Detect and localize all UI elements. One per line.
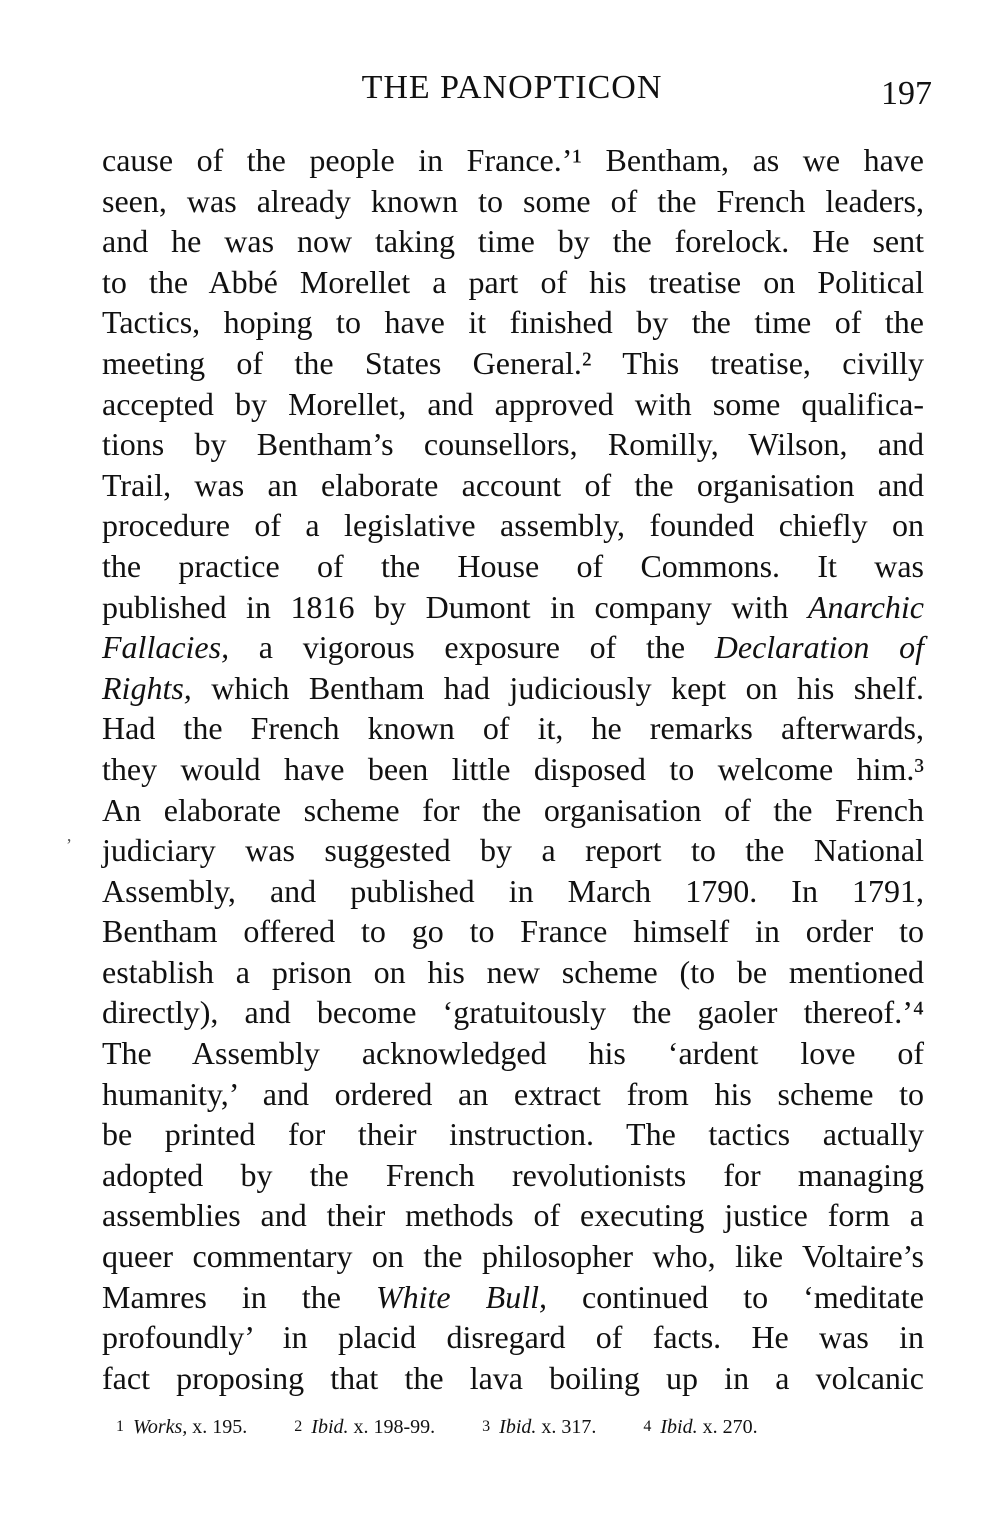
text-line: Assembly, and published in March 1790. In 1791, [102,872,924,909]
text-line: humanity,’ and ordered an extract from his scheme to [102,1075,924,1112]
footnote-number: 4 [643,1418,652,1435]
margin-mark: ’ [66,835,72,855]
text-line: published in 1816 by Dumont in company with Anarchic [102,588,924,625]
footnotes [116,1412,916,1442]
footnote-ref: x. 195. [192,1416,248,1438]
footnote-ref: x. 270. [702,1416,758,1438]
text-line: establish a prison on his new scheme (to be mentioned [102,953,924,990]
footnote-source: Works, [133,1416,188,1438]
text-line: meeting of the States General.² This treatise, civilly [102,344,924,381]
footnote-ref: x. 198-99. [353,1416,436,1438]
text-line: they would have been little disposed to welcome him.³ [102,750,924,787]
body-text [102,140,924,1398]
text-line: profoundly’ in placid disregard of facts. He was in [102,1319,924,1356]
footnote-source: Ibid. [499,1416,537,1438]
text-line: seen, was already known to some of the French leaders, [102,182,924,219]
text-line: adopted by the French revolutionists for managing [102,1156,924,1193]
footnote [643,1412,757,1442]
text-line: directly), and become ‘gratuitously the gaoler thereof.’⁴ [102,994,924,1031]
text-line: Rights, which Bentham had judiciously kept on his shelf. [102,669,924,706]
footnote [294,1412,435,1442]
text-line: tions by Bentham’s counsellors, Romilly, Wilson, and [102,426,924,463]
text-line: judiciary was suggested by a report to the National [102,832,924,869]
footnote-number: 3 [482,1418,491,1435]
text-line: queer commentary on the philosopher who, like Voltaire’s [102,1238,924,1275]
page-number: 197 [881,75,932,112]
text-line: accepted by Morellet, and approved with some qualifica- [102,385,924,422]
text-line: The Assembly acknowledged his ‘ardent love of [102,1035,924,1072]
text-line: An elaborate scheme for the organisation of the French [102,791,924,828]
footnote-ref: x. 317. [541,1416,597,1438]
text-line: Mamres in the White Bull, continued to ‘meditate [102,1278,925,1315]
footnote [116,1412,247,1442]
text-line: fact proposing that the lava boiling up in a volcanic [102,1359,924,1396]
footnote-number: 1 [116,1418,124,1435]
footnote-source: Ibid. [311,1416,349,1438]
text-line: to the Abbé Morellet a part of his treatise on Political [102,263,924,300]
text-line: the practice of the House of Commons. It was [102,547,924,584]
text-line: assemblies and their methods of executing justice form a [102,1197,924,1234]
text-line: cause of the people in France.’¹ Bentham, as we have [102,142,924,178]
running-title: THE PANOPTICON [361,69,663,106]
text-line: and he was now taking time by the forelock. He sent [102,223,924,260]
text-line: Tactics, hoping to have it finished by the time of the [102,304,924,341]
text-line: Trail, was an elaborate account of the organisation and [102,466,924,503]
footnote [482,1412,596,1442]
text-line: Bentham offered to go to France himself in order to [102,913,924,950]
text-line: Fallacies, a vigorous exposure of the Declaration of [102,629,924,666]
text-line: procedure of a legislative assembly, founded chiefly on [102,507,924,544]
text-line: Had the French known of it, he remarks afterwards, [102,710,924,747]
text-line: be printed for their instruction. The tactics actually [102,1116,924,1153]
footnote-source: Ibid. [660,1416,698,1438]
footnote-number: 2 [294,1418,303,1435]
